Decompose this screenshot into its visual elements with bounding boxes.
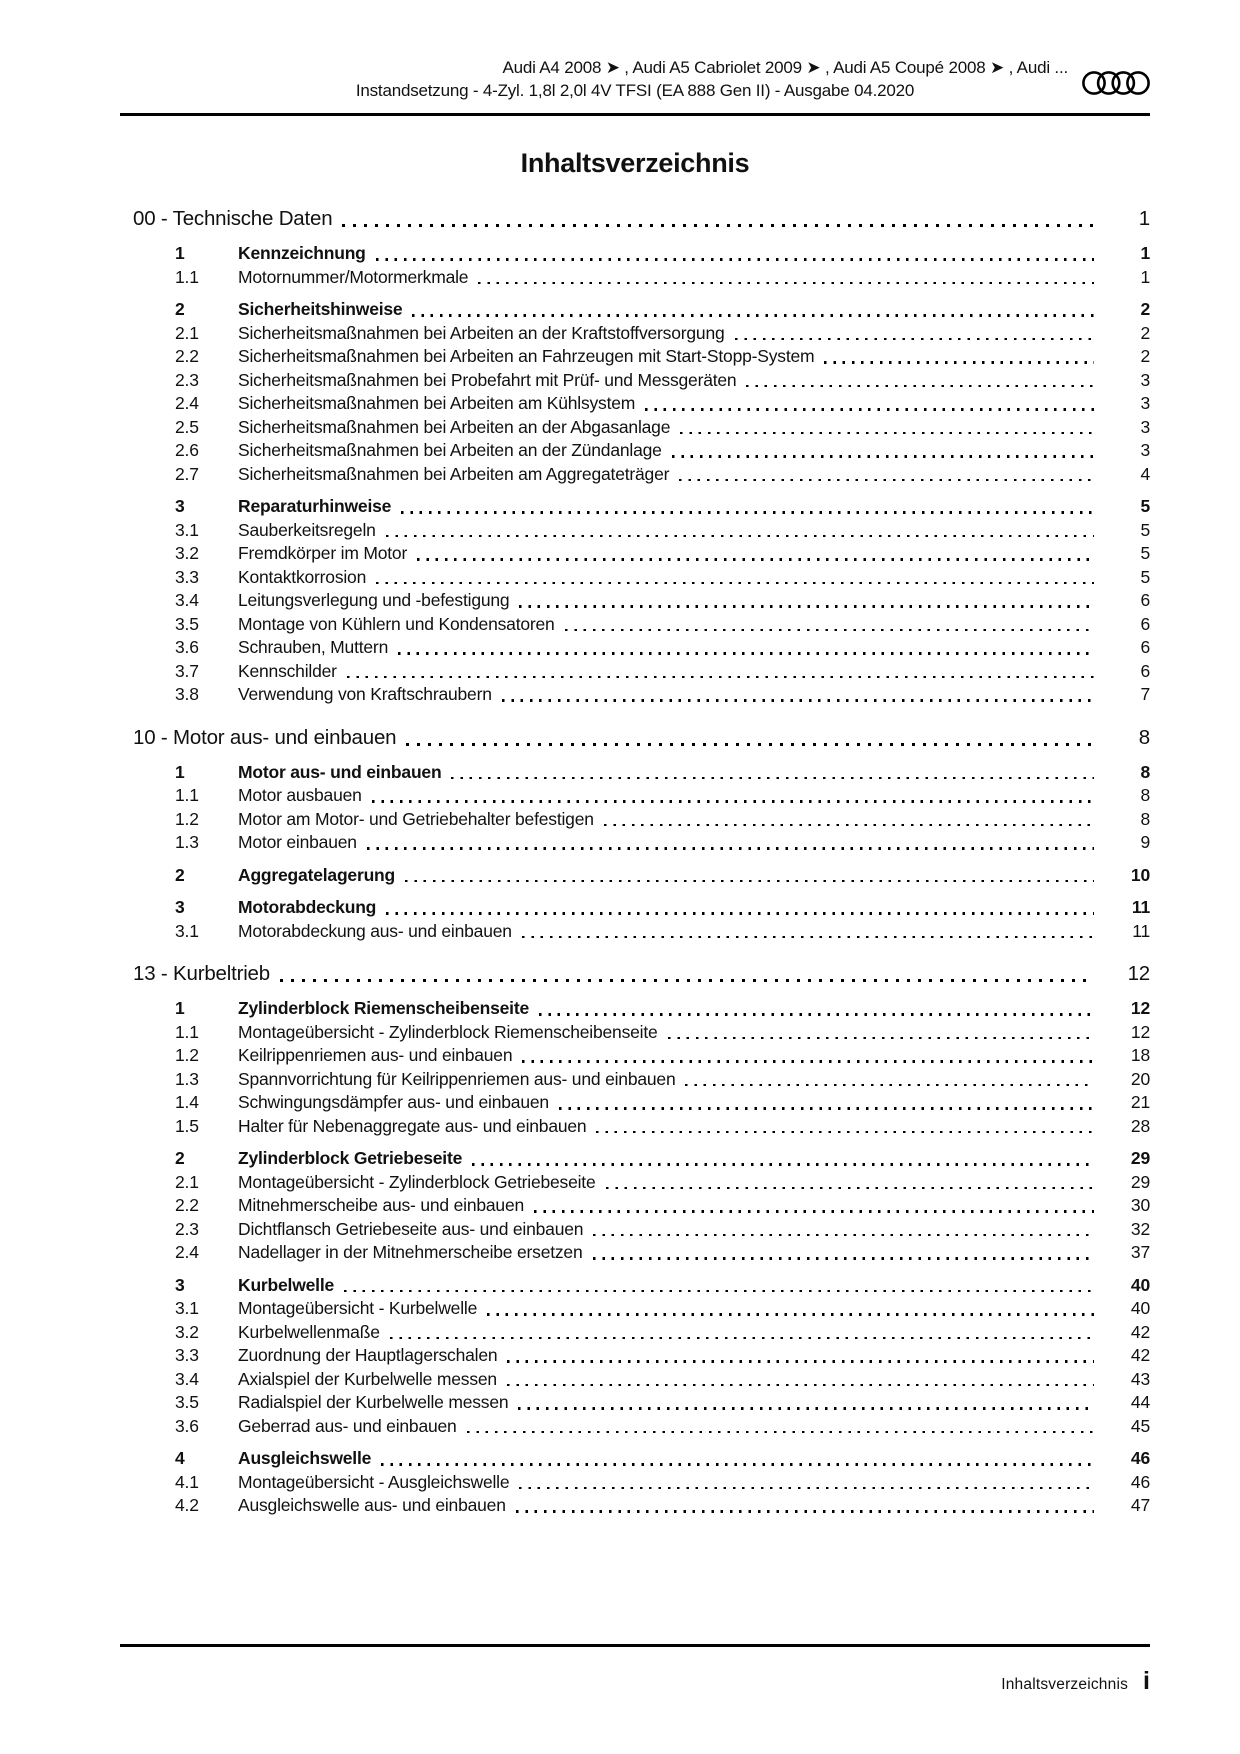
dot-leader: [367, 847, 1094, 850]
toc-entry-label: Kurbelwelle: [238, 1274, 335, 1295]
toc-entry-page: 6: [1140, 613, 1150, 634]
toc-entry-label: Montageübersicht - Kurbelwelle: [238, 1298, 478, 1318]
dot-leader: [593, 1257, 1094, 1260]
dot-leader: [372, 800, 1094, 803]
dot-leader: [386, 535, 1094, 538]
toc-row: [120, 997, 1150, 1021]
toc-section-title: 00 - Technische Daten: [133, 207, 333, 230]
toc-entry-number: 3.3: [175, 566, 199, 587]
toc-row: [120, 1344, 1150, 1368]
toc-row: [120, 613, 1150, 637]
toc-entry-page: 30: [1130, 1195, 1150, 1215]
toc-entry-label: Ausgleichswelle: [238, 1448, 372, 1468]
toc-entry-label: Motorabdeckung: [238, 897, 377, 917]
toc-entry-page: 12: [1130, 1021, 1150, 1042]
toc-row: [120, 1494, 1150, 1518]
toc-entry-number: 2.2: [175, 1195, 199, 1215]
toc-entry-label: Motor am Motor- und Getriebehalter befestigen: [238, 808, 594, 829]
toc-entry-label: Leitungsverlegung und -befestigung: [238, 590, 510, 610]
toc-entry-number: 2: [175, 299, 185, 319]
toc-row: [120, 831, 1150, 855]
toc-entry-page: 40: [1130, 1298, 1150, 1318]
toc-section-page: 1: [1138, 207, 1150, 230]
toc-entry-page: 2: [1140, 299, 1150, 319]
toc-entry-number: 2.1: [175, 322, 199, 343]
toc-entry-label: Sicherheitsmaßnahmen bei Arbeiten an der Abgasanlage: [238, 416, 671, 437]
toc-entry-number: 2.4: [175, 1242, 199, 1262]
toc-section-title: 10 - Motor aus- und einbauen: [133, 725, 397, 749]
toc-entry-number: 3.3: [175, 1345, 199, 1365]
toc-entry-page: 18: [1130, 1045, 1150, 1065]
toc-section-row: [120, 724, 1150, 752]
dot-leader: [478, 282, 1094, 285]
audi-rings-logo: [1082, 70, 1150, 96]
toc-entry-number: 3: [175, 897, 185, 917]
toc-entry-number: 2.7: [175, 463, 199, 484]
toc-row: [120, 761, 1150, 785]
toc-entry-page: 46: [1130, 1448, 1150, 1468]
toc-entry-label: Sauberkeitsregeln: [238, 519, 376, 540]
toc-row: [120, 920, 1150, 944]
toc-section-row: [120, 205, 1150, 233]
toc-entry-label: Montageübersicht - Ausgleichswelle: [238, 1471, 510, 1492]
toc-entry-page: 20: [1130, 1068, 1150, 1089]
dot-leader: [487, 1313, 1094, 1316]
toc-entry-label: Motorabdeckung aus- und einbauen: [238, 920, 512, 941]
toc-entry-label: Montageübersicht - Zylinderblock Getriebeseite: [238, 1171, 596, 1192]
toc-row: [120, 1218, 1150, 1242]
toc-entry-number: 1: [175, 243, 185, 263]
toc-entry-label: Ausgleichswelle aus- und einbauen: [238, 1495, 506, 1515]
toc-entry-number: 3.1: [175, 920, 199, 941]
toc-entry-label: Motor ausbauen: [238, 785, 362, 805]
dot-leader: [516, 1510, 1094, 1513]
toc-entry-number: 3.5: [175, 613, 199, 634]
toc-entry-label: Sicherheitsmaßnahmen bei Probefahrt mit Prüf- und Messgeräten: [238, 369, 737, 390]
header-subtitle-line: Instandsetzung - 4-Zyl. 1,8l 2,0l 4V TFSI (EA 888 Gen II) - Ausgabe 04.2020: [355, 81, 915, 100]
toc-entry-number: 1.1: [175, 1021, 199, 1042]
toc-entry-page: 3: [1140, 369, 1150, 390]
dot-leader: [386, 912, 1094, 915]
toc-entry-number: 3.1: [175, 519, 199, 540]
toc-entry-page: 4: [1140, 463, 1150, 484]
dot-leader: [519, 1487, 1094, 1490]
toc-entry-page: 40: [1130, 1274, 1150, 1295]
header-divider: [120, 113, 1150, 116]
toc-entry-number: 4: [175, 1448, 185, 1468]
toc-row: [120, 542, 1150, 566]
dot-leader: [472, 1163, 1094, 1166]
dot-leader: [502, 699, 1094, 702]
toc-row: [120, 1415, 1150, 1439]
toc-entry-number: 2.1: [175, 1171, 199, 1192]
toc-section-row: [120, 960, 1150, 988]
toc-entry-number: 1.3: [175, 1068, 199, 1089]
toc-entry-number: 3: [175, 496, 185, 516]
toc-entry-label: Sicherheitsmaßnahmen bei Arbeiten an der Zündanlage: [238, 440, 662, 460]
toc-entry-label: Nadellager in der Mitnehmerscheibe ersetzen: [238, 1242, 583, 1262]
dot-leader: [559, 1107, 1094, 1110]
footer-line: [120, 1667, 1150, 1696]
toc-entry-page: 8: [1140, 761, 1150, 782]
toc-entry-label: Zylinderblock Getriebeseite: [238, 1148, 463, 1168]
toc-entry-page: 1: [1140, 243, 1150, 263]
toc-entry-page: 8: [1140, 785, 1150, 805]
toc-entry-label: Dichtflansch Getriebeseite aus- und einbauen: [238, 1218, 584, 1239]
dot-leader: [405, 880, 1094, 883]
toc-row: [120, 1447, 1150, 1471]
footer-page-number: i: [1143, 1667, 1150, 1695]
toc-entry-number: 3.4: [175, 1368, 199, 1389]
toc-entry-number: 3.7: [175, 660, 199, 681]
toc-entry-number: 2.3: [175, 369, 199, 390]
toc-row: [120, 1471, 1150, 1495]
toc-entry-page: 6: [1140, 660, 1150, 681]
toc-entry-label: Spannvorrichtung für Keilrippenriemen aus- und einbauen: [238, 1068, 676, 1089]
toc-row: [120, 784, 1150, 808]
toc-entry-number: 3.5: [175, 1392, 199, 1412]
dot-leader: [347, 676, 1094, 679]
toc-entry-label: Kurbelwellenmaße: [238, 1321, 380, 1342]
toc-row: [120, 896, 1150, 920]
header-models-line: Audi A4 2008 ➤ , Audi A5 Cabriolet 2009 ➤ , Audi A5 Coupé 2008 ➤ , Audi ...: [502, 58, 1068, 77]
dot-leader: [398, 652, 1094, 655]
toc-entry-page: 5: [1140, 543, 1150, 563]
toc-entry-page: 42: [1130, 1321, 1150, 1342]
toc-entry-label: Sicherheitsmaßnahmen bei Arbeiten am Aggregateträger: [238, 463, 670, 484]
toc-section-page: 8: [1138, 725, 1150, 749]
toc-entry-label: Reparaturhinweise: [238, 496, 392, 516]
toc-entry-page: 12: [1130, 998, 1150, 1018]
dot-leader: [522, 936, 1094, 939]
toc-entry-page: 8: [1140, 808, 1150, 829]
toc-entry-label: Schwingungsdämpfer aus- und einbauen: [238, 1092, 549, 1112]
toc-row: [120, 1171, 1150, 1195]
dot-leader: [522, 1060, 1094, 1063]
toc-entry-page: 3: [1140, 393, 1150, 413]
toc-entry-label: Aggregatelagerung: [238, 864, 396, 885]
dot-leader: [645, 408, 1094, 411]
toc-entry-number: 1.5: [175, 1115, 199, 1136]
toc-entry-page: 6: [1140, 590, 1150, 610]
toc-entry-page: 11: [1131, 897, 1150, 917]
toc-entry-page: 3: [1140, 416, 1150, 437]
toc-entry-label: Motornummer/Motormerkmale: [238, 266, 469, 287]
toc-entry-label: Sicherheitsmaßnahmen bei Arbeiten an der Kraftstoffversorgung: [238, 322, 725, 343]
toc-entry-page: 29: [1130, 1148, 1150, 1168]
toc-entry-label: Sicherheitshinweise: [238, 299, 403, 319]
toc-entry-number: 3.8: [175, 684, 199, 704]
toc-row: [120, 1068, 1150, 1092]
toc-entry-label: Fremdkörper im Motor: [238, 543, 408, 563]
toc-entry-label: Verwendung von Kraftschraubern: [238, 684, 492, 704]
dot-leader: [401, 511, 1094, 514]
toc-entry-label: Sicherheitsmaßnahmen bei Arbeiten an Fahrzeugen mit Start-Stopp-System: [238, 346, 815, 366]
toc-entry-number: 1.4: [175, 1092, 199, 1112]
toc-entry-label: Zylinderblock Riemenscheibenseite: [238, 998, 530, 1018]
toc-row: [120, 495, 1150, 519]
toc-entry-number: 3.4: [175, 590, 199, 610]
toc-row: [120, 566, 1150, 590]
toc-row: [120, 1321, 1150, 1345]
toc-row: [120, 322, 1150, 346]
dot-leader: [746, 385, 1094, 388]
dot-leader: [518, 1407, 1094, 1410]
footer-section-label: Inhaltsverzeichnis: [1001, 1676, 1129, 1693]
toc-row: [120, 1044, 1150, 1068]
toc-row: [120, 266, 1150, 290]
toc-entry-page: 3: [1140, 440, 1150, 460]
page-footer: [120, 1644, 1150, 1696]
dot-leader: [344, 1290, 1094, 1293]
toc-entry-page: 1: [1140, 266, 1150, 287]
dot-leader: [507, 1384, 1094, 1387]
dot-leader: [534, 1210, 1094, 1213]
toc-entry-label: Axialspiel der Kurbelwelle messen: [238, 1368, 497, 1389]
dot-leader: [606, 1187, 1094, 1190]
toc-entry-number: 1.2: [175, 1045, 199, 1065]
toc-entry-label: Kennschilder: [238, 660, 337, 681]
toc-entry-page: 6: [1140, 637, 1150, 657]
dot-leader: [685, 1084, 1094, 1087]
toc-row: [120, 439, 1150, 463]
toc-entry-label: Montage von Kühlern und Kondensatoren: [238, 613, 555, 634]
toc-section-title: 13 - Kurbeltrieb: [133, 962, 270, 985]
toc-row: [120, 519, 1150, 543]
table-of-contents: [120, 205, 1150, 1518]
toc-entry-page: 29: [1130, 1171, 1150, 1192]
toc-row: [120, 1091, 1150, 1115]
toc-entry-page: 21: [1130, 1092, 1150, 1112]
dot-leader: [390, 1337, 1094, 1340]
dot-leader: [679, 479, 1094, 482]
dot-leader: [672, 455, 1094, 458]
toc-row: [120, 416, 1150, 440]
toc-row: [120, 636, 1150, 660]
toc-entry-page: 42: [1130, 1345, 1150, 1365]
toc-entry-number: 2.4: [175, 393, 199, 413]
dot-leader: [417, 558, 1094, 561]
dot-leader: [376, 258, 1094, 261]
dot-leader: [680, 432, 1094, 435]
toc-row: [120, 298, 1150, 322]
page-title: Inhaltsverzeichnis: [520, 148, 750, 178]
toc-entry-page: 9: [1140, 832, 1150, 852]
toc-entry-page: 44: [1130, 1392, 1150, 1412]
toc-entry-page: 47: [1130, 1495, 1150, 1515]
content-area: [120, 56, 1150, 1518]
dot-leader: [507, 1360, 1094, 1363]
dot-leader: [280, 979, 1094, 982]
toc-entry-number: 1: [175, 761, 185, 782]
dot-leader: [519, 605, 1094, 608]
toc-entry-page: 46: [1130, 1471, 1150, 1492]
toc-row: [120, 1391, 1150, 1415]
toc-entry-number: 3.6: [175, 1415, 199, 1436]
footer-divider: [120, 1644, 1150, 1647]
toc-row: [120, 1368, 1150, 1392]
toc-row: [120, 1297, 1150, 1321]
toc-entry-number: 2.2: [175, 346, 199, 366]
toc-entry-number: 3.2: [175, 1321, 199, 1342]
toc-row: [120, 1115, 1150, 1139]
toc-entry-label: Sicherheitsmaßnahmen bei Arbeiten am Kühlsystem: [238, 393, 636, 413]
dot-leader: [668, 1037, 1094, 1040]
dot-leader: [735, 338, 1094, 341]
toc-entry-page: 45: [1130, 1415, 1150, 1436]
dot-leader: [824, 361, 1094, 364]
toc-entry-number: 4.1: [175, 1471, 199, 1492]
toc-entry-label: Montageübersicht - Zylinderblock Riemenscheibenseite: [238, 1021, 658, 1042]
toc-row: [120, 392, 1150, 416]
toc-row: [120, 864, 1150, 888]
toc-entry-label: Motor aus- und einbauen: [238, 761, 442, 782]
page-header: [120, 56, 1150, 116]
dot-leader: [342, 224, 1094, 227]
dot-leader: [539, 1013, 1094, 1016]
toc-entry-page: 5: [1140, 496, 1150, 516]
toc-entry-number: 1: [175, 998, 185, 1018]
toc-entry-page: 5: [1140, 519, 1150, 540]
dot-leader: [381, 1463, 1094, 1466]
dot-leader: [596, 1131, 1094, 1134]
toc-entry-label: Motor einbauen: [238, 832, 357, 852]
toc-entry-page: 2: [1140, 322, 1150, 343]
toc-entry-number: 1.2: [175, 808, 199, 829]
toc-entry-number: 3.1: [175, 1298, 199, 1318]
toc-row: [120, 242, 1150, 266]
toc-entry-page: 37: [1130, 1242, 1150, 1262]
dot-leader: [412, 314, 1094, 317]
toc-row: [120, 345, 1150, 369]
toc-row: [120, 683, 1150, 707]
toc-entry-label: Kennzeichnung: [238, 243, 366, 263]
toc-entry-number: 1.1: [175, 785, 199, 805]
dot-leader: [406, 743, 1094, 746]
toc-entry-label: Mitnehmerscheibe aus- und einbauen: [238, 1195, 525, 1215]
toc-entry-page: 10: [1130, 864, 1150, 885]
toc-entry-number: 2.3: [175, 1218, 199, 1239]
toc-row: [120, 589, 1150, 613]
toc-entry-page: 43: [1130, 1368, 1150, 1389]
toc-entry-page: 28: [1130, 1115, 1150, 1136]
toc-entry-number: 1.1: [175, 266, 199, 287]
toc-entry-label: Kontaktkorrosion: [238, 566, 367, 587]
toc-row: [120, 808, 1150, 832]
toc-entry-page: 2: [1140, 346, 1150, 366]
toc-entry-label: Halter für Nebenaggregate aus- und einbauen: [238, 1115, 587, 1136]
toc-entry-label: Keilrippenriemen aus- und einbauen: [238, 1045, 513, 1065]
toc-row: [120, 1194, 1150, 1218]
toc-entry-page: 7: [1140, 684, 1150, 704]
toc-entry-number: 2.5: [175, 416, 199, 437]
toc-entry-number: 3: [175, 1274, 185, 1295]
toc-entry-number: 3.2: [175, 543, 199, 563]
dot-leader: [593, 1234, 1094, 1237]
dot-leader: [604, 824, 1094, 827]
toc-entry-label: Radialspiel der Kurbelwelle messen: [238, 1392, 509, 1412]
toc-row: [120, 1021, 1150, 1045]
toc-row: [120, 463, 1150, 487]
dot-leader: [565, 629, 1094, 632]
dot-leader: [467, 1431, 1094, 1434]
dot-leader: [376, 582, 1094, 585]
toc-entry-number: 2: [175, 1148, 185, 1168]
toc-entry-page: 32: [1130, 1218, 1150, 1239]
toc-entry-page: 11: [1132, 920, 1150, 941]
toc-entry-number: 4.2: [175, 1495, 199, 1515]
toc-row: [120, 369, 1150, 393]
dot-leader: [451, 777, 1094, 780]
toc-entry-number: 2.6: [175, 440, 199, 460]
toc-row: [120, 660, 1150, 684]
toc-entry-label: Geberrad aus- und einbauen: [238, 1415, 457, 1436]
toc-entry-page: 5: [1140, 566, 1150, 587]
toc-entry-label: Zuordnung der Hauptlagerschalen: [238, 1345, 498, 1365]
toc-entry-number: 2: [175, 864, 185, 885]
toc-row: [120, 1274, 1150, 1298]
toc-entry-number: 3.6: [175, 637, 199, 657]
toc-row: [120, 1241, 1150, 1265]
toc-row: [120, 1147, 1150, 1171]
toc-entry-number: 1.3: [175, 832, 199, 852]
toc-entry-label: Schrauben, Muttern: [238, 637, 389, 657]
toc-section-page: 12: [1127, 962, 1150, 985]
